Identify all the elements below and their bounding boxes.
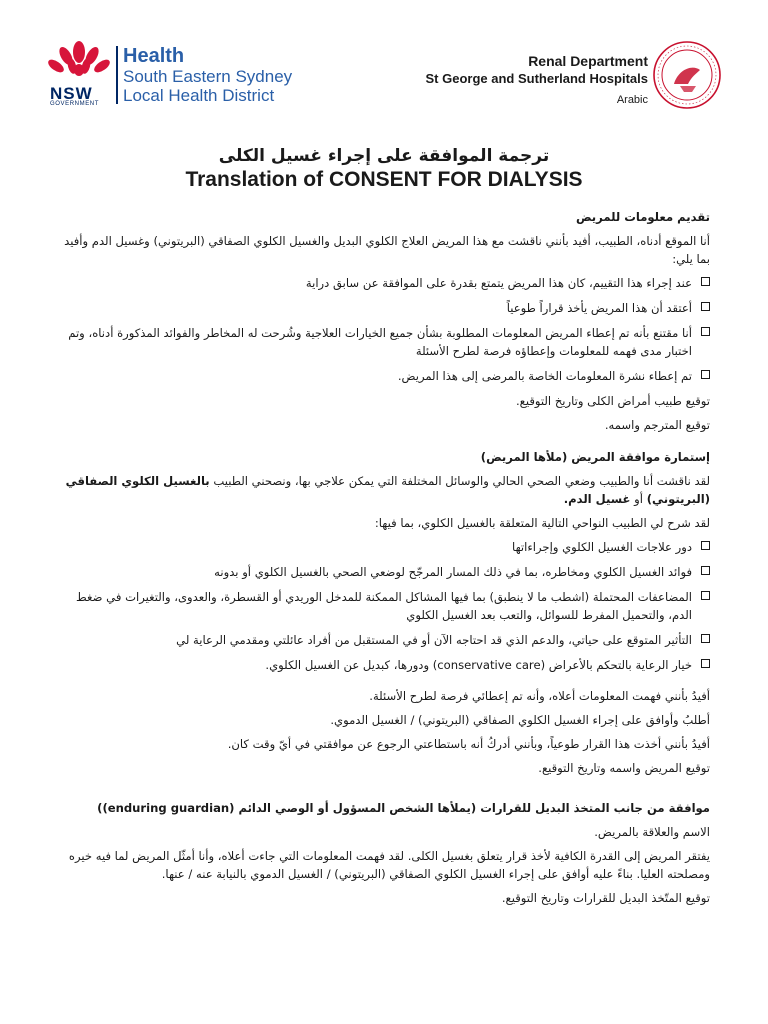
department-name: Renal Department bbox=[528, 53, 648, 69]
section2-heading: إستمارة موافقة المريض (ملأها المريض) bbox=[480, 450, 710, 464]
list-item: أعتقد أن هذا المريض يأخذ قراراً طوعياً bbox=[60, 299, 710, 317]
section3-body: يفتقر المريض إلى القدرة الكافية لأخذ قرار يتعلق بغسيل الكلى. لقد فهمت المعلومات التي جاءت أعلاه، وأنا أمثّل المريض لما فيه خيره ومصلحته العليا. بناءً عليه أوافق على إجراء الغسيل الكلوي الصفاقي (البريتوني) / الغسيل الدموي بالنيابة عنه / عنها. bbox=[68, 849, 710, 881]
checkbox[interactable] bbox=[701, 277, 710, 286]
list-item: خيار الرعاية بالتحكم بالأعراض (conservative care) ودورها، كبديل عن الغسيل الكلوي. bbox=[60, 656, 710, 674]
checkbox[interactable] bbox=[701, 634, 710, 643]
nsw-government-label: GOVERNMENT bbox=[50, 101, 100, 107]
statement-understood: أفيدُ بأنني فهمت المعلومات أعلاه، وأنه تم إعطائي فرصة لطرح الأسئلة. bbox=[369, 689, 710, 703]
language-label: Arabic bbox=[616, 94, 648, 106]
section1-checklist bbox=[60, 274, 710, 385]
section3-heading: موافقة من جانب المتخذ البديل للقرارات (يملأها الشخص المسؤول أو الوصي الدائم (enduring guardian)) bbox=[97, 801, 710, 815]
checkbox[interactable] bbox=[701, 541, 710, 550]
title-arabic: ترجمة الموافقة على إجراء غسيل الكلى bbox=[218, 146, 550, 166]
district-line-2: Local Health District bbox=[123, 86, 275, 105]
checkbox[interactable] bbox=[701, 302, 710, 311]
substitute-signature-line: توقيع المتّخذ البديل للقرارات وتاريخ التوقيع. bbox=[501, 891, 710, 905]
checkbox[interactable] bbox=[701, 566, 710, 575]
page-header bbox=[0, 0, 768, 120]
section2-explained: لقد شرح لي الطبيب النواحي التالية المتعلقة بالغسيل الكلوي، بما فيها: bbox=[374, 516, 710, 530]
checkbox[interactable] bbox=[701, 370, 710, 379]
list-item: تم إعطاء نشرة المعلومات الخاصة بالمرضى إلى هذا المريض. bbox=[60, 367, 710, 385]
list-item: التأثير المتوقع على حياتي، والدعم الذي قد احتاجه الآن أو في المستقبل من أفراد عائلتي ومقدمي الرعاية لي bbox=[60, 631, 710, 649]
department-block bbox=[426, 52, 648, 110]
health-district-block bbox=[123, 45, 292, 105]
name-relation-line: الاسم والعلاقة بالمريض. bbox=[594, 825, 710, 839]
list-item: فوائد الغسيل الكلوي ومخاطره، بما في ذلك المسار المرجّح لوضعي الصحي بالغسيل الكلوي أو بدونه bbox=[60, 563, 710, 581]
checkbox[interactable] bbox=[701, 659, 710, 668]
list-item: المضاعفات المحتملة (اشطب ما لا ينطبق) بما فيها المشاكل الممكنة للمدخل الوريدي أو القسطرة، والعدوى، والتغيرات في ضغط الدم، والتحميل المفرط للسوائل، والتعب بعد الغسيل الكلوي bbox=[60, 588, 710, 624]
list-item: دور علاجات الغسيل الكلوي وإجراءاتها bbox=[60, 538, 710, 556]
section2-intro: لقد ناقشت أنا والطبيب وضعي الصحي الحالي والوسائل المختلفة التي يمكن علاجي بها، ونصحني الطبيب بالغسيل الكلوي الصفاقي (البريتوني) أو غسيل الدم. bbox=[65, 474, 710, 506]
checkbox[interactable] bbox=[701, 591, 710, 600]
logo-divider bbox=[116, 46, 118, 104]
list-item: عند إجراء هذا التقييم، كان هذا المريض يتمتع بقدرة على الموافقة عن سابق دراية bbox=[60, 274, 710, 292]
section2-checklist bbox=[60, 538, 710, 674]
consent-body bbox=[60, 208, 710, 913]
title-english: Translation of CONSENT FOR DIALYSIS bbox=[185, 168, 583, 191]
hospital-seal-icon bbox=[652, 40, 722, 110]
district-line-1: South Eastern Sydney bbox=[123, 67, 293, 86]
doctor-signature-line: توقيع طبيب أمراض الكلى وتاريخ التوقيع. bbox=[516, 394, 710, 408]
health-label: Health bbox=[123, 45, 185, 67]
hospital-names: St George and Sutherland Hospitals bbox=[425, 71, 648, 86]
patient-signature-line: توقيع المريض واسمه وتاريخ التوقيع. bbox=[538, 761, 710, 775]
statement-voluntary: أفيدُ بأنني أخذت هذا القرار طوعياً، وبأنني أدركُ أنه باستطاعتي الرجوع عن موافقتي في أيّ وقت كان. bbox=[227, 737, 710, 751]
interpreter-signature-line: توقيع المترجم واسمه. bbox=[604, 418, 710, 432]
nsw-wordmark: NSW bbox=[50, 84, 93, 103]
statement-request: أطلبُ وأوافق على إجراء الغسيل الكلوي الصفاقي (البريتوني) / الغسيل الدموي. bbox=[330, 713, 710, 727]
section1-heading: تقديم معلومات للمريض bbox=[575, 210, 710, 224]
list-item: أنا مقتنع بأنه تم إعطاء المريض المعلومات المطلوبة بشأن جميع الخيارات العلاجية وشُرحت له المخاطر والفوائد المذكورة أدناه، وتم اختبار مدى فهمه للمعلومات وإعطاؤه فرصة لطرح الأسئلة bbox=[60, 324, 710, 360]
checkbox[interactable] bbox=[701, 327, 710, 336]
section1-intro: أنا الموقع أدناه، الطبيب، أفيد بأنني ناقشت مع هذا المريض العلاج الكلوي البديل والغسيل الكلوي الصفاقي (البريتوني) وغسيل الدم وأفيد بما يلي: bbox=[64, 234, 710, 266]
